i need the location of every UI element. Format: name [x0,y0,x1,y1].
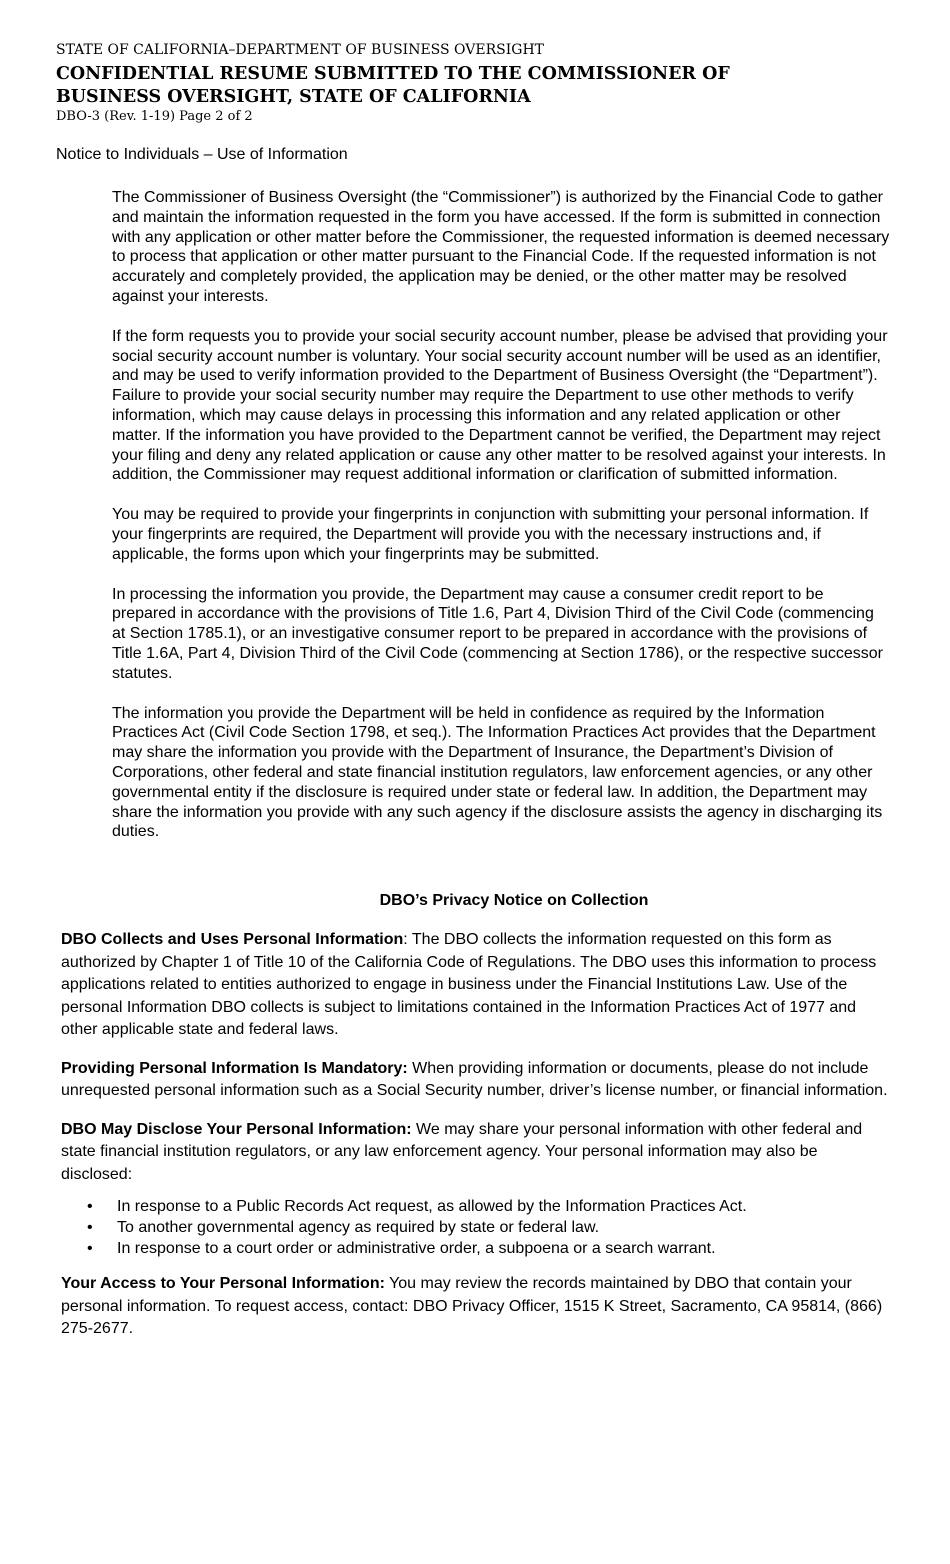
list-item [61,1196,893,1217]
privacy-disclose-text: We may share your personal information with other federal and state financial institution regulators, or any law enforcement agency. Your personal information may also be disclosed: [61,1120,863,1183]
notice-paragraph: You may be required to provide your fingerprints in conjunction with submitting your personal information. If your fingerprints are required, the Department will provide you with the necessary instructions and, if applicable, the forms upon which your fingerprints may be submitted. [112,506,869,563]
bullet-icon: • [87,1240,93,1257]
privacy-body [61,929,893,1357]
privacy-heading: DBO’s Privacy Notice on Collection [379,892,649,909]
privacy-mandatory-paragraph [61,1058,893,1103]
list-item-text: In response to a Public Records Act request, as allowed by the Information Practices Act. [117,1198,747,1215]
notice-heading: Notice to Individuals – Use of Information [56,146,348,163]
document-title: CONFIDENTIAL RESUME SUBMITTED TO THE COMMISSIONER OF BUSINESS OVERSIGHT, STATE OF CALIFORNIA [56,64,730,107]
list-item [61,1217,893,1238]
privacy-collects-label: DBO Collects and Uses Personal Information [61,931,404,948]
privacy-collects-paragraph [61,929,893,1042]
privacy-mandatory-text: When providing information or documents, please do not include unrequested personal information such as a Social Security number, driver’s license number, or financial information. [61,1059,888,1099]
privacy-disclose-paragraph [61,1119,893,1187]
privacy-access-paragraph [61,1273,893,1341]
privacy-collects-text: : The DBO collects the information requested on this form as authorized by Chapter 1 of Title 10 of the California Code of Regulations. The DBO uses this information to process applications related to entities authorized to engage in business under the Financial Institutions Law. Use of the personal Information DBO collects is subject to limitations contained in the Information Practices Act of 1977 and other applicable state and federal laws. [61,931,877,1038]
privacy-disclose-label: DBO May Disclose Your Personal Information: [61,1120,412,1138]
notice-paragraph: In processing the information you provide, the Department may cause a consumer credit report to be prepared in accordance with the provisions of Title 1.6, Part 4, Division Third of the Civil Code (commencing at Section 1785.1), or an investigative consumer report to be prepared in accordance with the provisions of Title 1.6A, Part 4, Division Third of the Civil Code (commencing at Section 1786), or the respective successor statutes. [112,585,884,682]
notice-body [112,188,890,862]
privacy-mandatory-label: Providing Personal Information Is Mandatory: [61,1059,408,1077]
notice-paragraph: If the form requests you to provide your social security account number, please be advised that providing your social security account number is voluntary. Your social security account number will be used as an identifier, and may be used to verify information provided to the Department of Business Oversight (the “Department”). Failure to provide your social security number may require the Department to use other methods to verify information, which may cause delays in processing this information and any related application or other matter. If the information you have provided to the Department cannot be verified, the Department may reject your filing and deny any related application or cause any other matter to be resolved against your interests. In addition, the Commissioner may request additional information or clarification of submitted information. [112,327,888,484]
bullet-icon: • [87,1219,93,1236]
list-item [61,1238,893,1259]
form-id: DBO-3 (Rev. 1-19) Page 2 of 2 [56,109,253,124]
notice-paragraph: The Commissioner of Business Oversight (the “Commissioner”) is authorized by the Financial Code to gather and maintain the information requested in the form you have accessed. If the form is submitted in connection with any application or other matter before the Commissioner, the requested information is deemed necessary to process that application or other matter pursuant to the Financial Code. If the requested information is not accurately and completely provided, the application may be denied, or the other matter may be resolved against your interests. [112,189,890,305]
agency-name: STATE OF CALIFORNIA–DEPARTMENT OF BUSINESS OVERSIGHT [56,42,545,58]
bullet-icon: • [87,1198,93,1215]
privacy-access-text: You may review the records maintained by DBO that contain your personal information. To request access, contact: DBO Privacy Officer, 1515 K Street, Sacramento, CA 95814, (866) 275-2677. [61,1275,883,1337]
disclosure-list [61,1196,893,1259]
list-item-text: In response to a court order or administrative order, a subpoena or a search warrant. [117,1240,716,1257]
notice-paragraph: The information you provide the Department will be held in confidence as required by the Information Practices Act (Civil Code Section 1798, et seq.). The Information Practices Act provides that the Department may share the information you provide with the Department of Insurance, the Department’s Division of Corporations, other federal and state financial institution regulators, law enforcement agencies, or any other governmental entity if the disclosure is required under state or federal law. In addition, the Department may share the information you provide with any such agency if the disclosure assists the agency in discharging its duties. [112,704,883,841]
privacy-access-label: Your Access to Your Personal Information: [61,1275,385,1292]
list-item-text: To another governmental agency as required by state or federal law. [117,1219,600,1236]
